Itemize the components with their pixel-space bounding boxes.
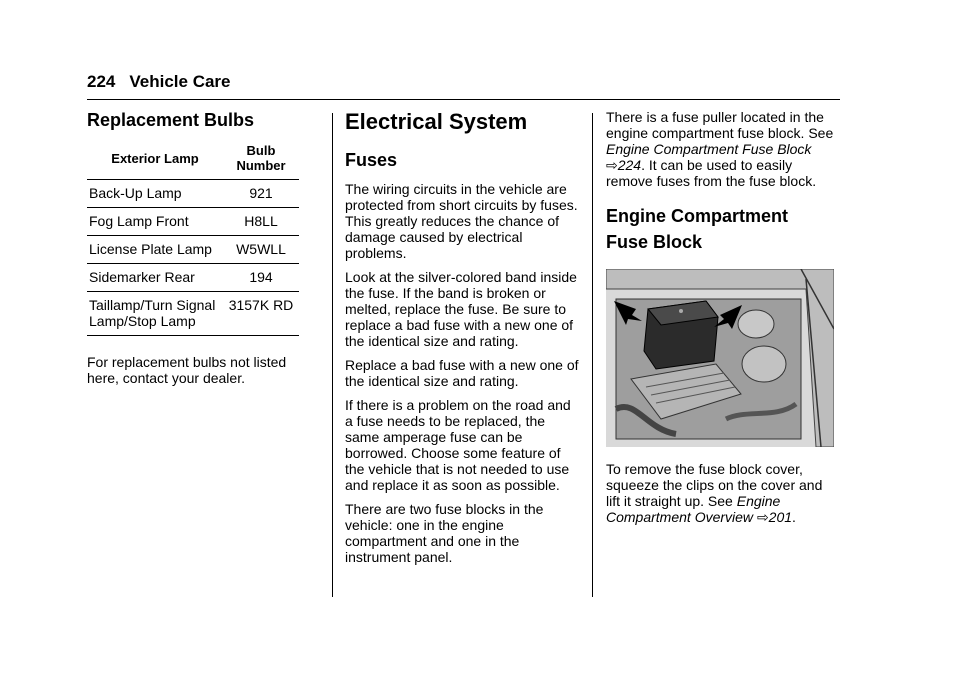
paragraph-text: . It can be used to easily remove fuses from the fuse block.: [606, 157, 817, 189]
table-cell: License Plate Lamp: [87, 236, 223, 264]
table-cell: H8LL: [223, 208, 299, 236]
header-rule: [87, 99, 840, 100]
paragraph: The wiring circuits in the vehicle are protected from short circuits by fuses. This greatly reduces the chance of damage caused by electrical problems.: [345, 181, 578, 261]
table-cell: Fog Lamp Front: [87, 208, 223, 236]
table-cell: Sidemarker Rear: [87, 264, 223, 292]
heading-line: Fuse Block: [606, 232, 703, 252]
paragraph-text: There is a fuse puller located in the engine compartment fuse block. See: [606, 109, 834, 141]
paragraph: Look at the silver-colored band inside the fuse. If the band is broken or melted, replace the fuse. Be sure to replace a bad fuse with a new one of the identical size and rating.: [345, 269, 577, 349]
page-number: 224: [87, 72, 116, 91]
table-row: [87, 236, 299, 264]
paragraph: There are two fuse blocks in the vehicle: one in the engine compartment and one in the instrument panel.: [345, 501, 544, 565]
table-row: [87, 264, 299, 292]
table-header-bulb-number: Bulb Number: [236, 143, 286, 173]
page-header: [87, 72, 231, 92]
column-electrical-system: [345, 109, 581, 573]
cross-reference-link[interactable]: Engine Compartment Overview: [606, 493, 781, 525]
engine-compartment-illustration: [606, 269, 834, 447]
table-cell: 3157K RD: [223, 292, 299, 336]
reference-page[interactable]: 201: [768, 509, 793, 525]
table-cell: W5WLL: [223, 236, 299, 264]
table-header-exterior-lamp: Exterior Lamp: [111, 150, 199, 166]
paragraph-text: To remove the fuse block cover, squeeze the clips on the cover and lift it straight up. See: [606, 461, 823, 509]
bulbs-note: For replacement bulbs not listed here, contact your dealer.: [87, 354, 287, 386]
cross-reference-link[interactable]: Engine Compartment Fuse Block: [606, 141, 812, 157]
paragraph: Replace a bad fuse with a new one of the identical size and rating.: [345, 357, 579, 389]
paragraph-fuse-puller: [606, 109, 838, 189]
paragraph-remove-cover: [606, 461, 838, 525]
table-cell: 194: [223, 264, 299, 292]
fuses-heading: Fuses: [345, 150, 398, 170]
column-fuse-block: [606, 109, 838, 533]
table-row: [87, 208, 299, 236]
column-divider: [332, 113, 333, 597]
heading-line: Engine Compartment: [606, 206, 789, 226]
paragraph: If there is a problem on the road and a fuse needs to be replaced, the same amperage fuse can be borrowed. Choose some feature of the vehicle that is not needed to use and replace it as soon as possible.: [345, 397, 571, 493]
reference-arrow-icon: ⇨: [756, 509, 769, 525]
reference-page[interactable]: 224: [617, 157, 642, 173]
column-divider: [592, 113, 593, 597]
reference-arrow-icon: ⇨: [606, 157, 618, 173]
table-cell: Taillamp/Turn Signal Lamp/Stop Lamp: [87, 292, 223, 336]
table-row: [87, 180, 299, 208]
table-row: [87, 292, 299, 336]
replacement-bulbs-title: Replacement Bulbs: [87, 110, 255, 130]
engine-compartment-heading: [606, 205, 838, 253]
bulb-table: [87, 139, 299, 336]
column-replacement-bulbs: [87, 109, 319, 394]
table-cell: Back-Up Lamp: [87, 180, 223, 208]
paragraph-text: .: [792, 509, 796, 525]
electrical-system-title: Electrical System: [345, 109, 528, 134]
table-cell: 921: [223, 180, 299, 208]
section-title: Vehicle Care: [129, 72, 231, 91]
